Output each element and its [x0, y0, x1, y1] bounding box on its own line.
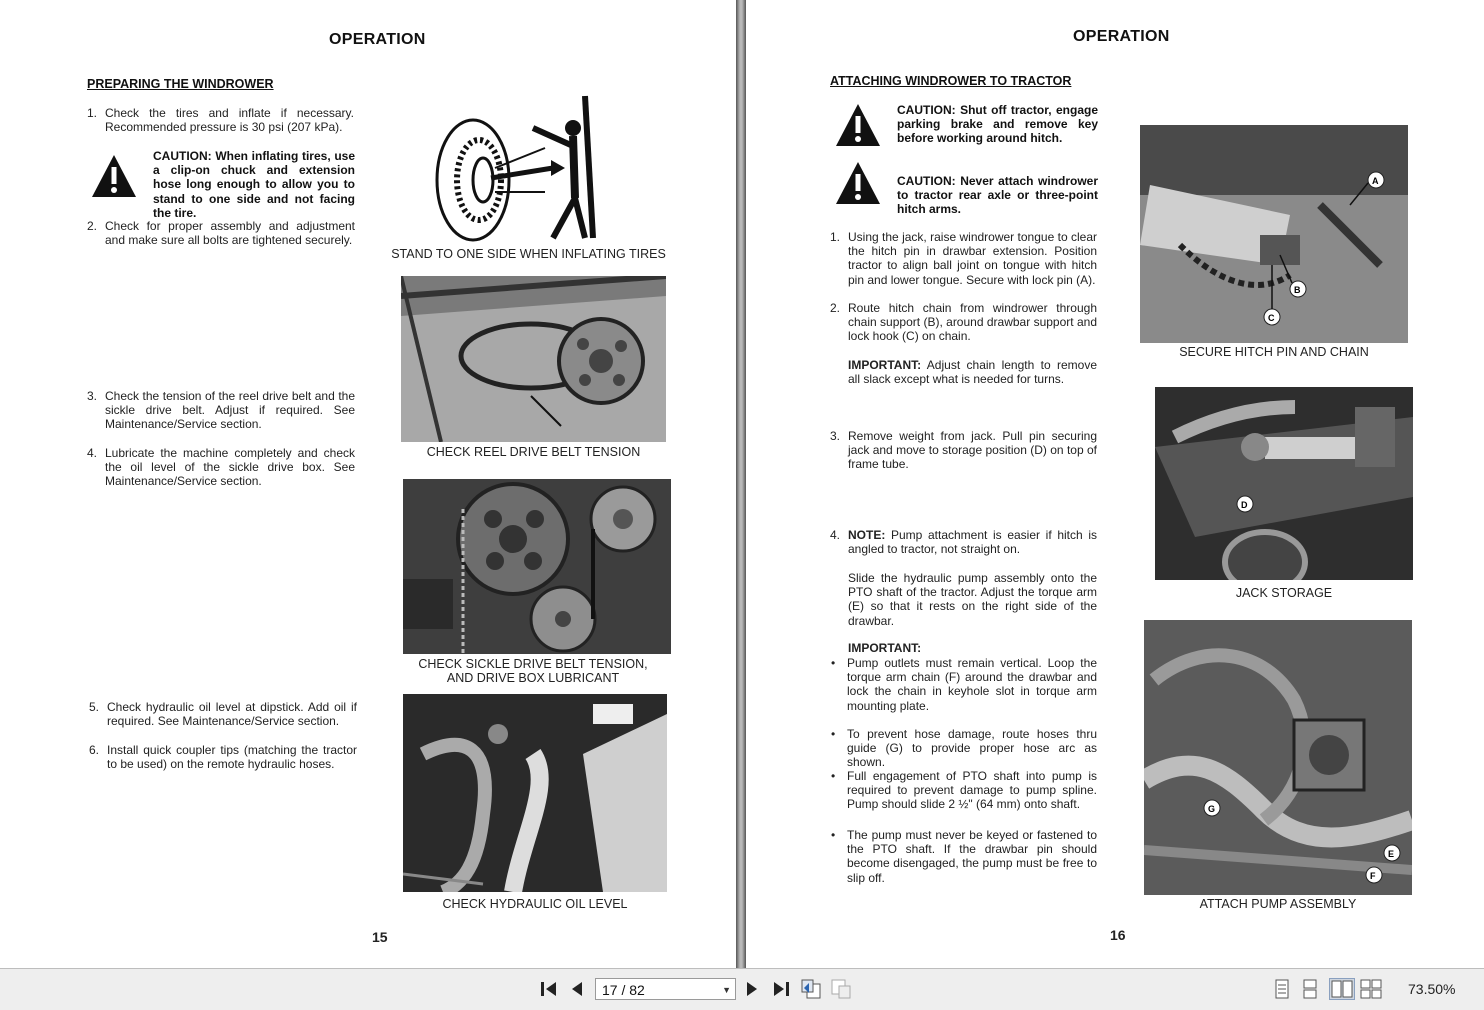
- step-text: Install quick coupler tips (matching the tractor to be used) on the remote hydraulic hoses.: [107, 743, 357, 772]
- two-page-continuous-view-button[interactable]: [1360, 978, 1382, 1000]
- step-3: [830, 429, 1097, 472]
- caution-text: CAUTION: Never attach windrower to tractor rear axle or three-point hitch arms.: [897, 174, 1098, 217]
- step-text: Check the tires and inflate if necessary. Recommended pressure is 30 psi (207 kPa).: [105, 106, 354, 135]
- important-heading: IMPORTANT:: [848, 641, 922, 655]
- step-text: Using the jack, raise windrower tongue to clear the hitch pin in drawbar extension. Position tractor to align ball joint on tongue with hitch pin and lower tongue. Secure with lock pin (A).: [848, 230, 1097, 287]
- pump-assembly-photo: [1144, 620, 1412, 895]
- caption-jack: JACK STORAGE: [1235, 586, 1333, 600]
- bullet-item: [831, 828, 1097, 885]
- step-number: 6.: [89, 743, 100, 757]
- bullet-item: [831, 727, 1097, 770]
- callout-e: E: [1388, 849, 1395, 859]
- caption-hitch: SECURE HITCH PIN AND CHAIN: [1179, 345, 1369, 359]
- tire-inflation-illustration: [425, 88, 605, 248]
- single-page-icon: [1274, 979, 1290, 999]
- hitch-photo: [1140, 125, 1408, 343]
- caption-reel-belt: CHECK REEL DRIVE BELT TENSION: [426, 445, 641, 459]
- page-number: 15: [372, 929, 388, 945]
- step-number: 1.: [830, 230, 841, 244]
- hitch-image: [1140, 125, 1408, 343]
- zoom-level[interactable]: 73.50%: [1408, 981, 1456, 997]
- callout-f: F: [1370, 871, 1376, 881]
- pump-assembly-image: [1144, 620, 1412, 895]
- step-text: Check the tension of the reel drive belt and the sickle drive belt. Adjust if required. See Maintenance/Service section.: [105, 389, 355, 432]
- page-indicator: 17 / 82: [602, 982, 645, 998]
- callout-a: A: [1372, 176, 1379, 186]
- continuous-page-icon: [1302, 979, 1318, 999]
- reel-drive-photo: [401, 276, 666, 442]
- continuous-view-button[interactable]: [1299, 978, 1321, 1000]
- step-4: [87, 446, 355, 489]
- two-page-view-button[interactable]: [1329, 978, 1355, 1000]
- caption-line: AND DRIVE BOX LUBRICANT: [446, 671, 620, 685]
- important-label: IMPORTANT:: [848, 358, 922, 372]
- bullet-text: To prevent hose damage, route hoses thru guide (G) to provide proper hose arc as shown.: [847, 727, 1097, 770]
- step-number: 4.: [87, 446, 98, 460]
- sickle-drive-photo: [403, 479, 671, 654]
- step-text: Check for proper assembly and adjustment and make sure all bolts are tightened securely.: [105, 219, 355, 248]
- hydraulic-oil-image: [403, 694, 667, 892]
- step-text: Lubricate the machine completely and check the oil level of the sickle drive box. See Maintenance/Service section.: [105, 446, 355, 489]
- step-text: Remove weight from jack. Pull pin securing jack and move to storage position (D) on top of frame tube.: [848, 429, 1097, 472]
- bullet-text: Full engagement of PTO shaft into pump is required to prevent damage to pump spline. Pump should slide 2 ½" (64 mm) onto shaft.: [847, 769, 1097, 812]
- go-forward-view-button[interactable]: [830, 978, 852, 1000]
- step-text: Route hitch chain from windrower through chain support (B), around drawbar support and lock hook (C) on chain.: [848, 301, 1097, 344]
- step-1: [87, 106, 354, 135]
- warning-icon: [834, 160, 882, 206]
- next-page-button[interactable]: [741, 978, 763, 1000]
- bullet-text: The pump must never be keyed or fastened to the PTO shaft. If the drawbar pin should become disengaged, the pump must be free to slip off.: [847, 828, 1097, 885]
- jack-storage-photo: [1155, 387, 1413, 580]
- jack-storage-image: [1155, 387, 1413, 580]
- bullet-symbol: •: [831, 727, 836, 741]
- viewer-toolbar: [0, 968, 1484, 1010]
- caption-hydraulic: CHECK HYDRAULIC OIL LEVEL: [442, 897, 628, 911]
- previous-page-icon: [571, 981, 583, 997]
- important-note: [848, 358, 1097, 386]
- step-2: [830, 301, 1097, 344]
- step-number: 3.: [830, 429, 841, 443]
- step-6: [89, 743, 357, 772]
- right-page: [746, 0, 1484, 968]
- go-back-view-button[interactable]: [800, 978, 822, 1000]
- bullet-symbol: •: [831, 769, 836, 783]
- warning-icon: [90, 153, 138, 199]
- step-4: [830, 528, 1097, 557]
- bullet-text: Pump outlets must remain vertical. Loop the torque arm chain (F) around the drawbar and lock the chain in keyhole slot in torque arm mounting plate.: [847, 656, 1097, 713]
- step-5: [89, 700, 357, 729]
- bullet-item: [831, 769, 1097, 812]
- callout-c: C: [1268, 313, 1275, 323]
- previous-page-button[interactable]: [566, 978, 588, 1000]
- page-number-select[interactable]: [595, 978, 736, 1000]
- step-3: [87, 389, 355, 432]
- last-page-icon: [772, 981, 790, 997]
- page-title: OPERATION: [1073, 28, 1170, 45]
- warning-icon: [834, 102, 882, 148]
- step-number: 2.: [830, 301, 841, 315]
- two-page-continuous-icon: [1360, 979, 1382, 999]
- two-page-icon: [1331, 979, 1353, 999]
- forward-view-icon: [830, 979, 852, 999]
- caption-line: CHECK SICKLE DRIVE BELT TENSION,: [418, 657, 648, 671]
- step-number: 3.: [87, 389, 98, 403]
- callout-d: D: [1241, 500, 1248, 510]
- step-1: [830, 230, 1097, 287]
- caption-pump: ATTACH PUMP ASSEMBLY: [1199, 897, 1357, 911]
- note-label: NOTE:: [848, 528, 886, 542]
- chevron-down-icon: ▼: [722, 985, 731, 995]
- page-title: OPERATION: [329, 31, 426, 48]
- callout-b: B: [1294, 285, 1301, 295]
- step-number: 4.: [830, 528, 841, 542]
- important-text: Adjust chain length to remove all slack except what is needed for turns.: [848, 358, 1097, 387]
- bullet-symbol: •: [831, 656, 836, 670]
- bullet-item: [831, 656, 1097, 713]
- caution-text: CAUTION: When inflating tires, use a clip-on chuck and extension hose long enough to allow you to stand to one side and not facing the tire.: [153, 149, 355, 220]
- bullet-symbol: •: [831, 828, 836, 842]
- last-page-button[interactable]: [770, 978, 792, 1000]
- step-number: 2.: [87, 219, 98, 233]
- caption-sickle: [403, 657, 663, 685]
- reel-drive-image: [401, 276, 666, 442]
- page-gutter: [736, 0, 746, 968]
- step-number: 1.: [87, 106, 98, 120]
- callout-g: G: [1208, 804, 1216, 814]
- caption-tires: STAND TO ONE SIDE WHEN INFLATING TIRES: [391, 247, 666, 261]
- page-number: 16: [1110, 927, 1126, 943]
- first-page-button[interactable]: [538, 978, 560, 1000]
- left-page: [0, 0, 736, 968]
- section-heading: ATTACHING WINDROWER TO TRACTOR: [830, 74, 1072, 88]
- back-view-icon: [800, 979, 822, 999]
- slide-instruction: Slide the hydraulic pump assembly onto the PTO shaft of the tractor. Adjust the torque arm (E) so that it rests on the right side of the drawbar.: [848, 571, 1097, 628]
- note-text: Pump attachment is easier if hitch is angled to tractor, not straight on.: [848, 528, 1097, 557]
- single-page-view-button[interactable]: [1271, 978, 1293, 1000]
- first-page-icon: [540, 981, 558, 997]
- step-text: Check hydraulic oil level at dipstick. Add oil if required. See Maintenance/Service section.: [107, 700, 357, 729]
- step-2: [87, 219, 355, 248]
- hydraulic-oil-photo: [403, 694, 667, 892]
- step-number: 5.: [89, 700, 100, 714]
- sickle-drive-image: [403, 479, 671, 654]
- caution-text: CAUTION: Shut off tractor, engage parking brake and remove key before working around hitch.: [897, 103, 1098, 146]
- section-heading: PREPARING THE WINDROWER: [87, 77, 274, 91]
- next-page-icon: [746, 981, 758, 997]
